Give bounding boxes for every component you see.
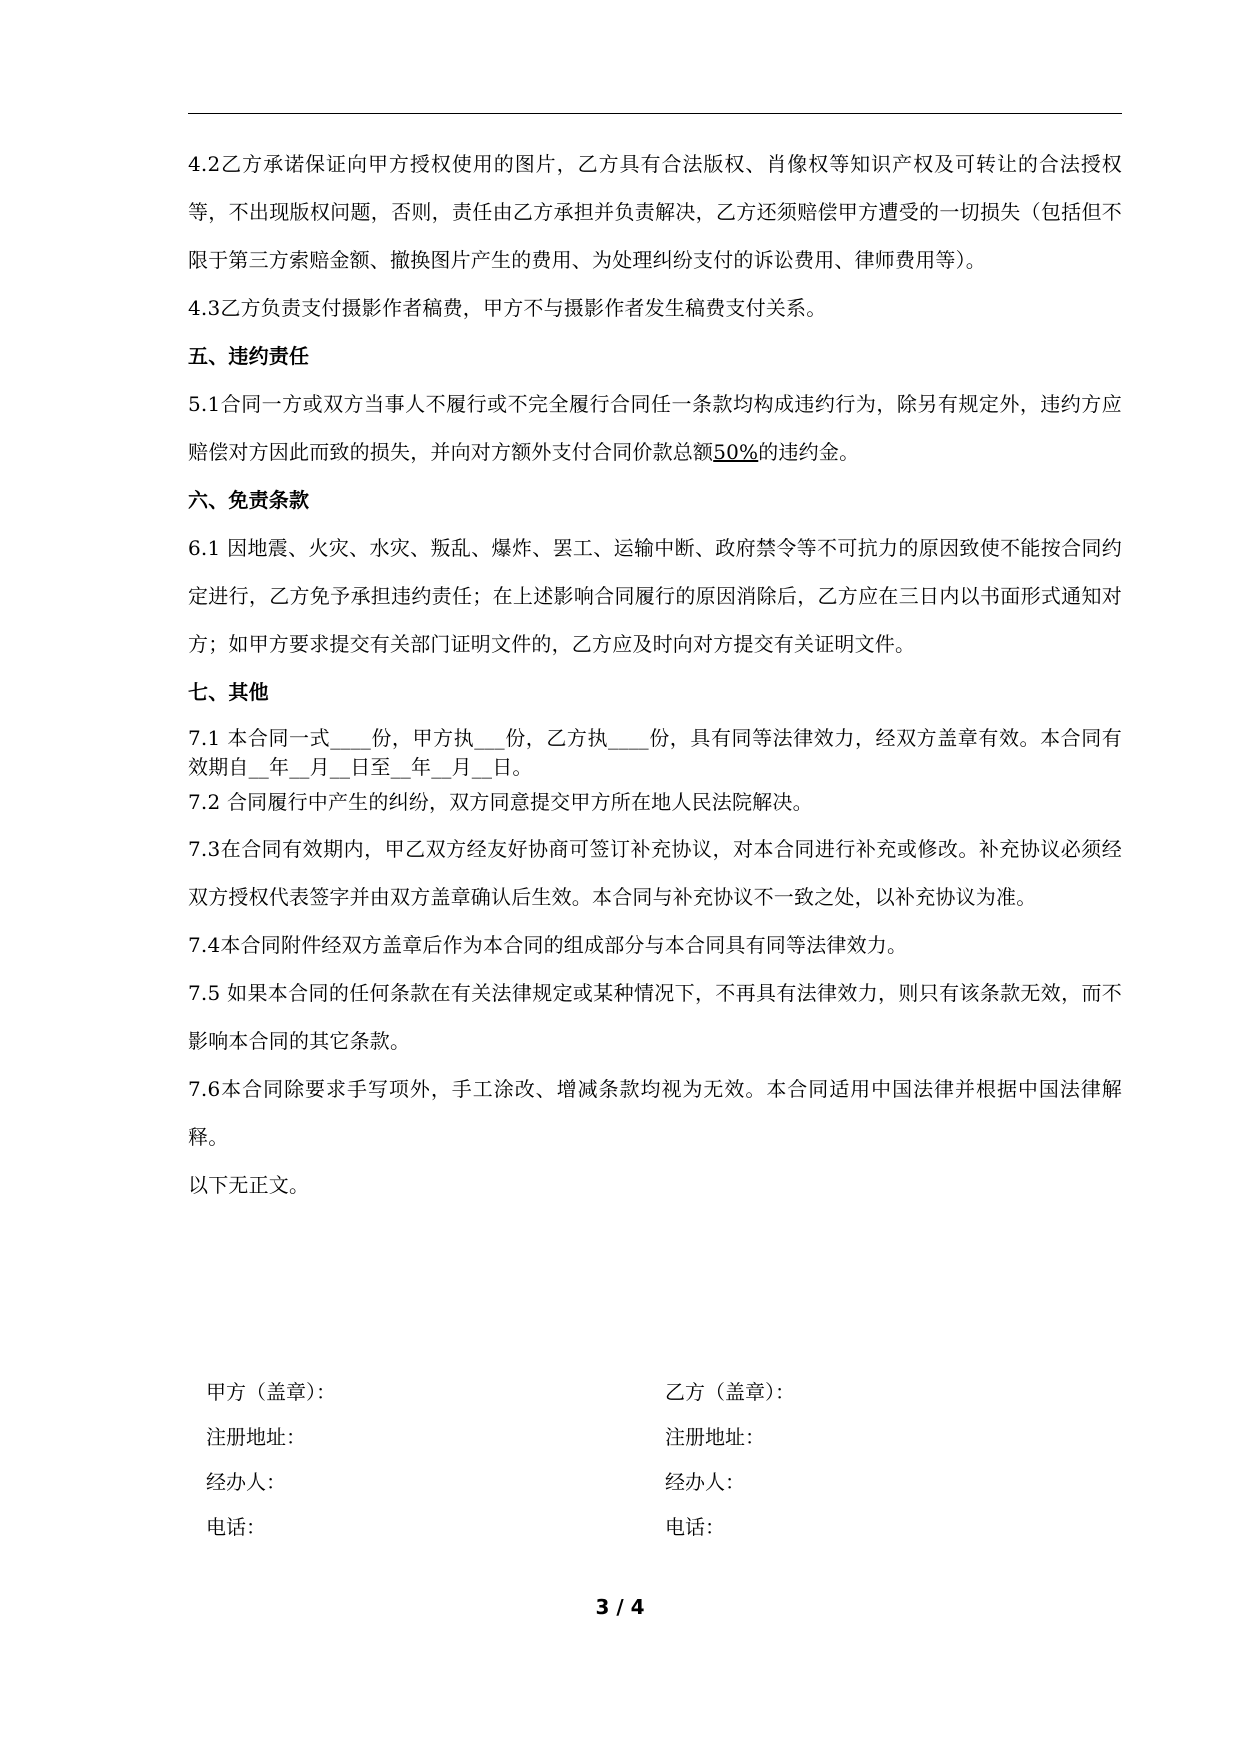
party-a-agent-label: 经办人： xyxy=(206,1470,286,1494)
party-b-agent-label: 经办人： xyxy=(665,1470,745,1494)
clause-7-3: 7.3在合同有效期内，甲乙双方经友好协商可签订补充协议，对本合同进行补充或修改。补充协议必须经双方授权代表签字并由双方盖章确认后生效。本合同与补充协议不一致之处，以补充协议为准。 xyxy=(188,837,1122,909)
penalty-percent: 50% xyxy=(713,440,759,464)
end-of-text: 以下无正文。 xyxy=(188,1173,310,1197)
party-a-phone-label: 电话： xyxy=(206,1515,266,1539)
section-heading-7: 七、其他 xyxy=(188,680,269,704)
clause-7-6: 7.6本合同除要求手写项外，手工涂改、增减条款均视为无效。本合同适用中国法律并根据中国法律解释。 xyxy=(188,1077,1122,1149)
party-b-signature-block xyxy=(665,1370,795,1550)
party-b-address-label: 注册地址： xyxy=(665,1425,765,1449)
clause-6-1: 6.1 因地震、火灾、水灾、叛乱、爆炸、罢工、运输中断、政府禁令等不可抗力的原因致使不能按合同约定进行，乙方免予承担违约责任；在上述影响合同履行的原因消除后，乙方应在三日内以书面形式通知对方；如甲方要求提交有关部门证明文件的，乙方应及时向对方提交有关证明文件。 xyxy=(188,536,1122,656)
party-b-stamp-label: 乙方（盖章）： xyxy=(665,1380,795,1404)
party-b-phone-label: 电话： xyxy=(665,1515,725,1539)
clause-4-2: 4.2乙方承诺保证向甲方授权使用的图片，乙方具有合法版权、肖像权等知识产权及可转让的合法授权等，不出现版权问题，否则，责任由乙方承担并负责解决，乙方还须赔偿甲方遭受的一切损失（包括但不限于第三方索赔金额、撤换图片产生的费用、为处理纠纷支付的诉讼费用、律师费用等）。 xyxy=(188,152,1122,272)
clause-5-1-text: 5.1合同一方或双方当事人不履行或不完全履行合同任一条款均构成违约行为，除另有规定外，违约方应赔偿对方因此而致的损失，并向对方额外支付合同价款总额 xyxy=(188,392,1122,464)
header-rule xyxy=(188,113,1122,114)
party-a-address-label: 注册地址： xyxy=(206,1425,306,1449)
clause-7-4: 7.4本合同附件经双方盖章后作为本合同的组成部分与本合同具有同等法律效力。 xyxy=(188,933,908,957)
party-a-stamp-label: 甲方（盖章）： xyxy=(206,1380,336,1404)
party-a-signature-block xyxy=(206,1370,336,1550)
page-number: 3 / 4 xyxy=(595,1595,645,1619)
clause-7-2: 7.2 合同履行中产生的纠纷，双方同意提交甲方所在地人民法院解决。 xyxy=(188,790,813,814)
section-heading-5: 五、违约责任 xyxy=(188,344,310,368)
section-heading-6: 六、免责条款 xyxy=(188,488,310,512)
clause-5-1-tail: 的违约金。 xyxy=(758,440,860,464)
clause-7-5: 7.5 如果本合同的任何条款在有关法律规定或某种情况下，不再具有法律效力，则只有该条款无效，而不影响本合同的其它条款。 xyxy=(188,981,1122,1053)
clause-4-3: 4.3乙方负责支付摄影作者稿费，甲方不与摄影作者发生稿费支付关系。 xyxy=(188,296,827,320)
clause-7-1: 7.1 本合同一式____份，甲方执___份，乙方执____份，具有同等法律效力，经双方盖章有效。本合同有效期自__年__月__日至__年__月__日。 xyxy=(188,726,1122,779)
clause-5-1 xyxy=(188,380,1122,476)
contract-body xyxy=(188,140,1122,1209)
